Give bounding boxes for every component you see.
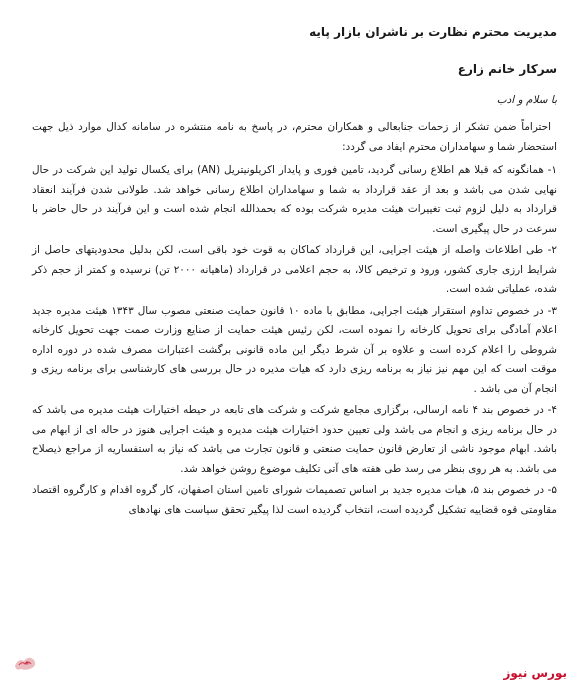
recipient-line-2: سرکار خانم زارع <box>457 62 557 76</box>
recipient-line-1: مدیریت محترم نظارت بر ناشران بازار پایه <box>309 25 557 39</box>
stamp-logo-icon <box>12 652 38 674</box>
site-brand: بورس نیوز <box>503 666 567 680</box>
item-1: ۱- همانگونه که قبلا هم اطلاع رسانی گردید، تامین فوری و پایدار اکریلونیتریل (AN) برای یکسال تولید این شرکت در حال نهایی شدن می باشد و بعد از عقد قرارداد به شما و سهامداران اطلاع رسانی خواهد شد. طولانی شدن فرآیند انعقاد قرارداد به دلیل لزوم ثبت تغییرات هیئت مدیره شرکت بوده که بحمدالله انجام شده است و این فرآیند در حال حاضر با سرعت در حال پیگیری است. <box>32 164 557 235</box>
intro-paragraph: احتراماً ضمن تشکر از زحمات جنابعالی و همکاران محترم، در پاسخ به نامه منتشره در سامانه کدال موارد ذیل جهت استحضار شما و سهامداران محترم ایفاد می گردد: <box>32 121 557 153</box>
letter-body <box>32 118 557 522</box>
item-3: ۳- در خصوص تداوم استقرار هیئت اجرایی، مطابق با ماده ۱۰ قانون حمایت صنعتی مصوب سال ۱۳۴۳ هیئت مدیره جدید اعلام آمادگی برای تحویل کارخانه را نموده است، لکن رئیس هیئت حمایت از صنایع وزارت صمت جهت تحویل کارخانه شروطی را اعلام کرده است و علاوه بر آن شرط دیگر این ماده قانونی برگشت اعتبارات مصرف شده در دوره اداره موقت است که این مهم نیز نیاز به برنامه ریزی دارد که هیات مدیره در حال بررسی های کارشناسی برای برنامه ریزی و انجام آن می باشد . <box>32 304 557 395</box>
item-2: ۲- طی اطلاعات واصله از هیئت اجرایی، این قرارداد کماکان به قوت خود باقی است، لکن بدلیل محدودیتهای حاصل از شرایط ارزی جاری کشور، ورود و ترخیص کالا، به حجم اعلامی در قرارداد (ماهیانه ۲۰۰۰ تن) نرسیده و کمتر از حجم ذکر شده، عملیاتی شده است. <box>32 244 558 295</box>
item-5: ۵- در خصوص بند ۵، هیات مدیره جدید بر اساس تصمیمات شورای تامین استان اصفهان، کار گروه اقدام و کارگروه اقتصاد مقاومتی قوه قضاییه تشکیل گردیده است، انتخاب گردیده است لذا پیگیر تحقق سیاست های نهادهای <box>32 484 558 516</box>
salutation: با سلام و ادب <box>496 94 557 106</box>
item-4: ۴- در خصوص بند ۴ نامه ارسالی، برگزاری مجامع شرکت و شرکت های تابعه در حیطه اختیارات هیئت مدیره می باشد که در حال برنامه ریزی و انجام می باشد ولی تعیین حدود اختیارات هیئت مدیره و هیئت اجرایی هنوز در حاله ای از ابهام می باشد. ابهام موجود ناشی از تعارض قانون حمایت صنعتی و قانون تجارت می باشد که نیاز به استفساریه از مراجع ذیصلاح می باشد. به هر روی بنظر می رسد طی هفته های آتی تکلیف موضوع روشن خواهد شد. <box>32 404 557 475</box>
